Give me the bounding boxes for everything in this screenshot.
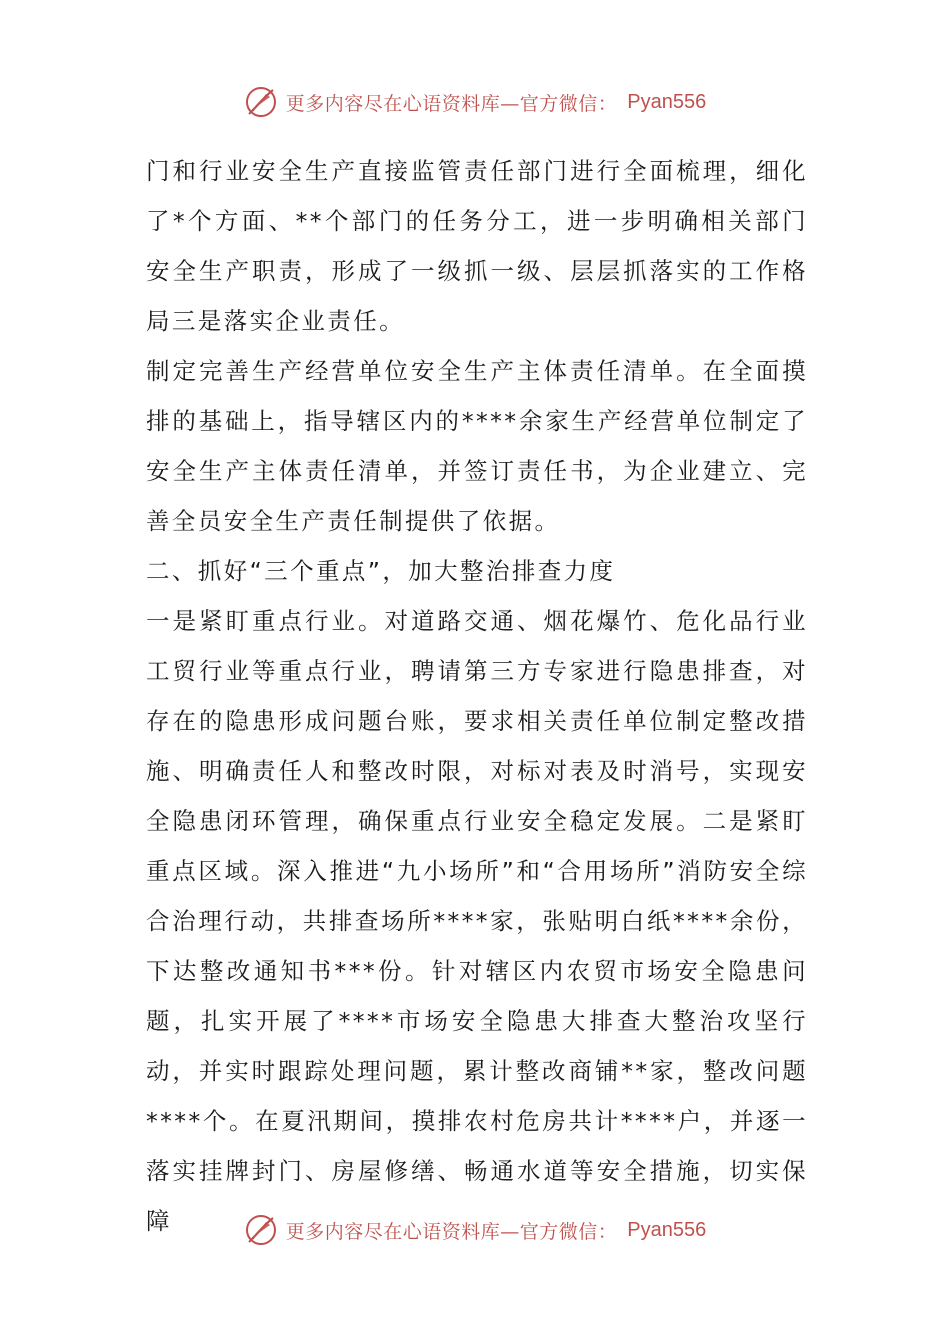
- header-watermark-banner: [0, 82, 950, 122]
- document-body: [146, 146, 808, 1246]
- quill-logo-icon: [244, 1213, 278, 1247]
- footer-banner-text: 更多内容尽在心语资料库—官方微信：: [285, 1220, 618, 1243]
- paragraph: 一是紧盯重点行业。对道路交通、烟花爆竹、危化品行业工贸行业等重点行业，聘请第三方专家进行隐患排查，对存在的隐患形成问题台账，要求相关责任单位制定整改措施、明确责任人和整改时限，对标对表及时消号，实现安全隐患闭环管理，确保重点行业安全稳定发展。二是紧盯重点区域。深入推进“九小场所”和“合用场所”消防安全综合治理行动，共排查场所****家，张贴明白纸****余份，下达整改通知书***份。针对辖区内农贸市场安全隐患问题，扎实开展了****市场安全隐患大排查大整治攻坚行动，并实时跟踪处理问题，累计整改商铺**家，整改问题****个。在夏汛期间，摸排农村危房共计****户，并逐一落实挂牌封门、房屋修缮、畅通水道等安全措施，切实保障: [146, 607, 808, 1235]
- paragraph: 制定完善生产经营单位安全生产主体责任清单。在全面摸排的基础上，指导辖区内的****余家生产经营单位制定了安全生产主体责任清单，并签订责任书，为企业建立、完善全员安全生产责任制提供了依据。: [146, 357, 808, 535]
- footer-wechat-id: Pyan556: [627, 1218, 707, 1241]
- quill-logo-icon: [244, 85, 278, 119]
- paragraph: 门和行业安全生产直接监管责任部门进行全面梳理，细化了*个方面、**个部门的任务分工，进一步明确相关部门安全生产职责，形成了一级抓一级、层层抓落实的工作格局三是落实企业责任。: [146, 157, 808, 335]
- header-banner-text: 更多内容尽在心语资料库—官方微信：: [285, 92, 618, 115]
- header-wechat-id: Pyan556: [627, 90, 707, 113]
- section-heading: 二、抓好“三个重点”，加大整治排查力度: [146, 557, 616, 585]
- footer-watermark-banner: [0, 1210, 950, 1250]
